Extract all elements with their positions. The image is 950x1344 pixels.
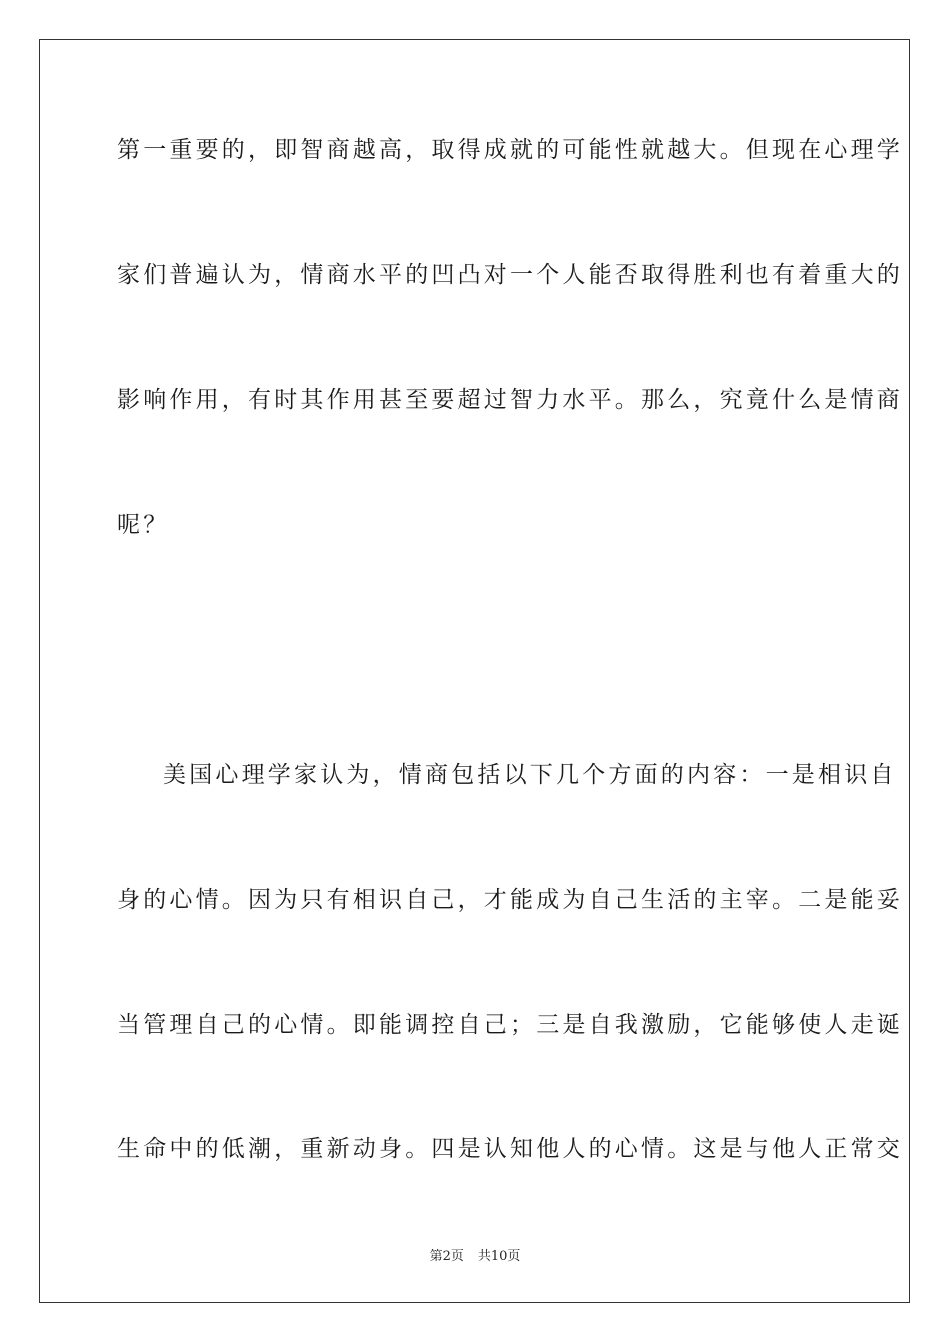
page-footer <box>0 1248 950 1266</box>
page-number: 第2页 <box>429 1249 464 1264</box>
paragraph-1-line-2: 家们普遍认为，情商水平的凹凸对一个人能否取得胜利也有着重大的 <box>117 262 903 288</box>
paragraph-2-line-2: 身的心情。因为只有相识自己，才能成为自己生活的主宰。二是能妥 <box>117 887 903 913</box>
paragraph-1-line-1: 第一重要的，即智商越高，取得成就的可能性就越大。但现在心理学 <box>117 137 903 163</box>
page-total: 共10页 <box>477 1249 521 1264</box>
paragraph-1-line-4: 呢？ <box>117 512 170 538</box>
paragraph-1-line-3: 影响作用，有时其作用甚至要超过智力水平。那么，究竟什么是情商 <box>117 387 903 413</box>
page-border <box>39 39 910 1303</box>
paragraph-2-line-4: 生命中的低潮，重新动身。四是认知他人的心情。这是与他人正常交 <box>117 1136 903 1162</box>
paragraph-2-line-1: 美国心理学家认为，情商包括以下几个方面的内容：一是相识自 <box>163 762 897 788</box>
paragraph-2-line-3: 当管理自己的心情。即能调控自己；三是自我激励，它能够使人走诞 <box>117 1012 903 1038</box>
